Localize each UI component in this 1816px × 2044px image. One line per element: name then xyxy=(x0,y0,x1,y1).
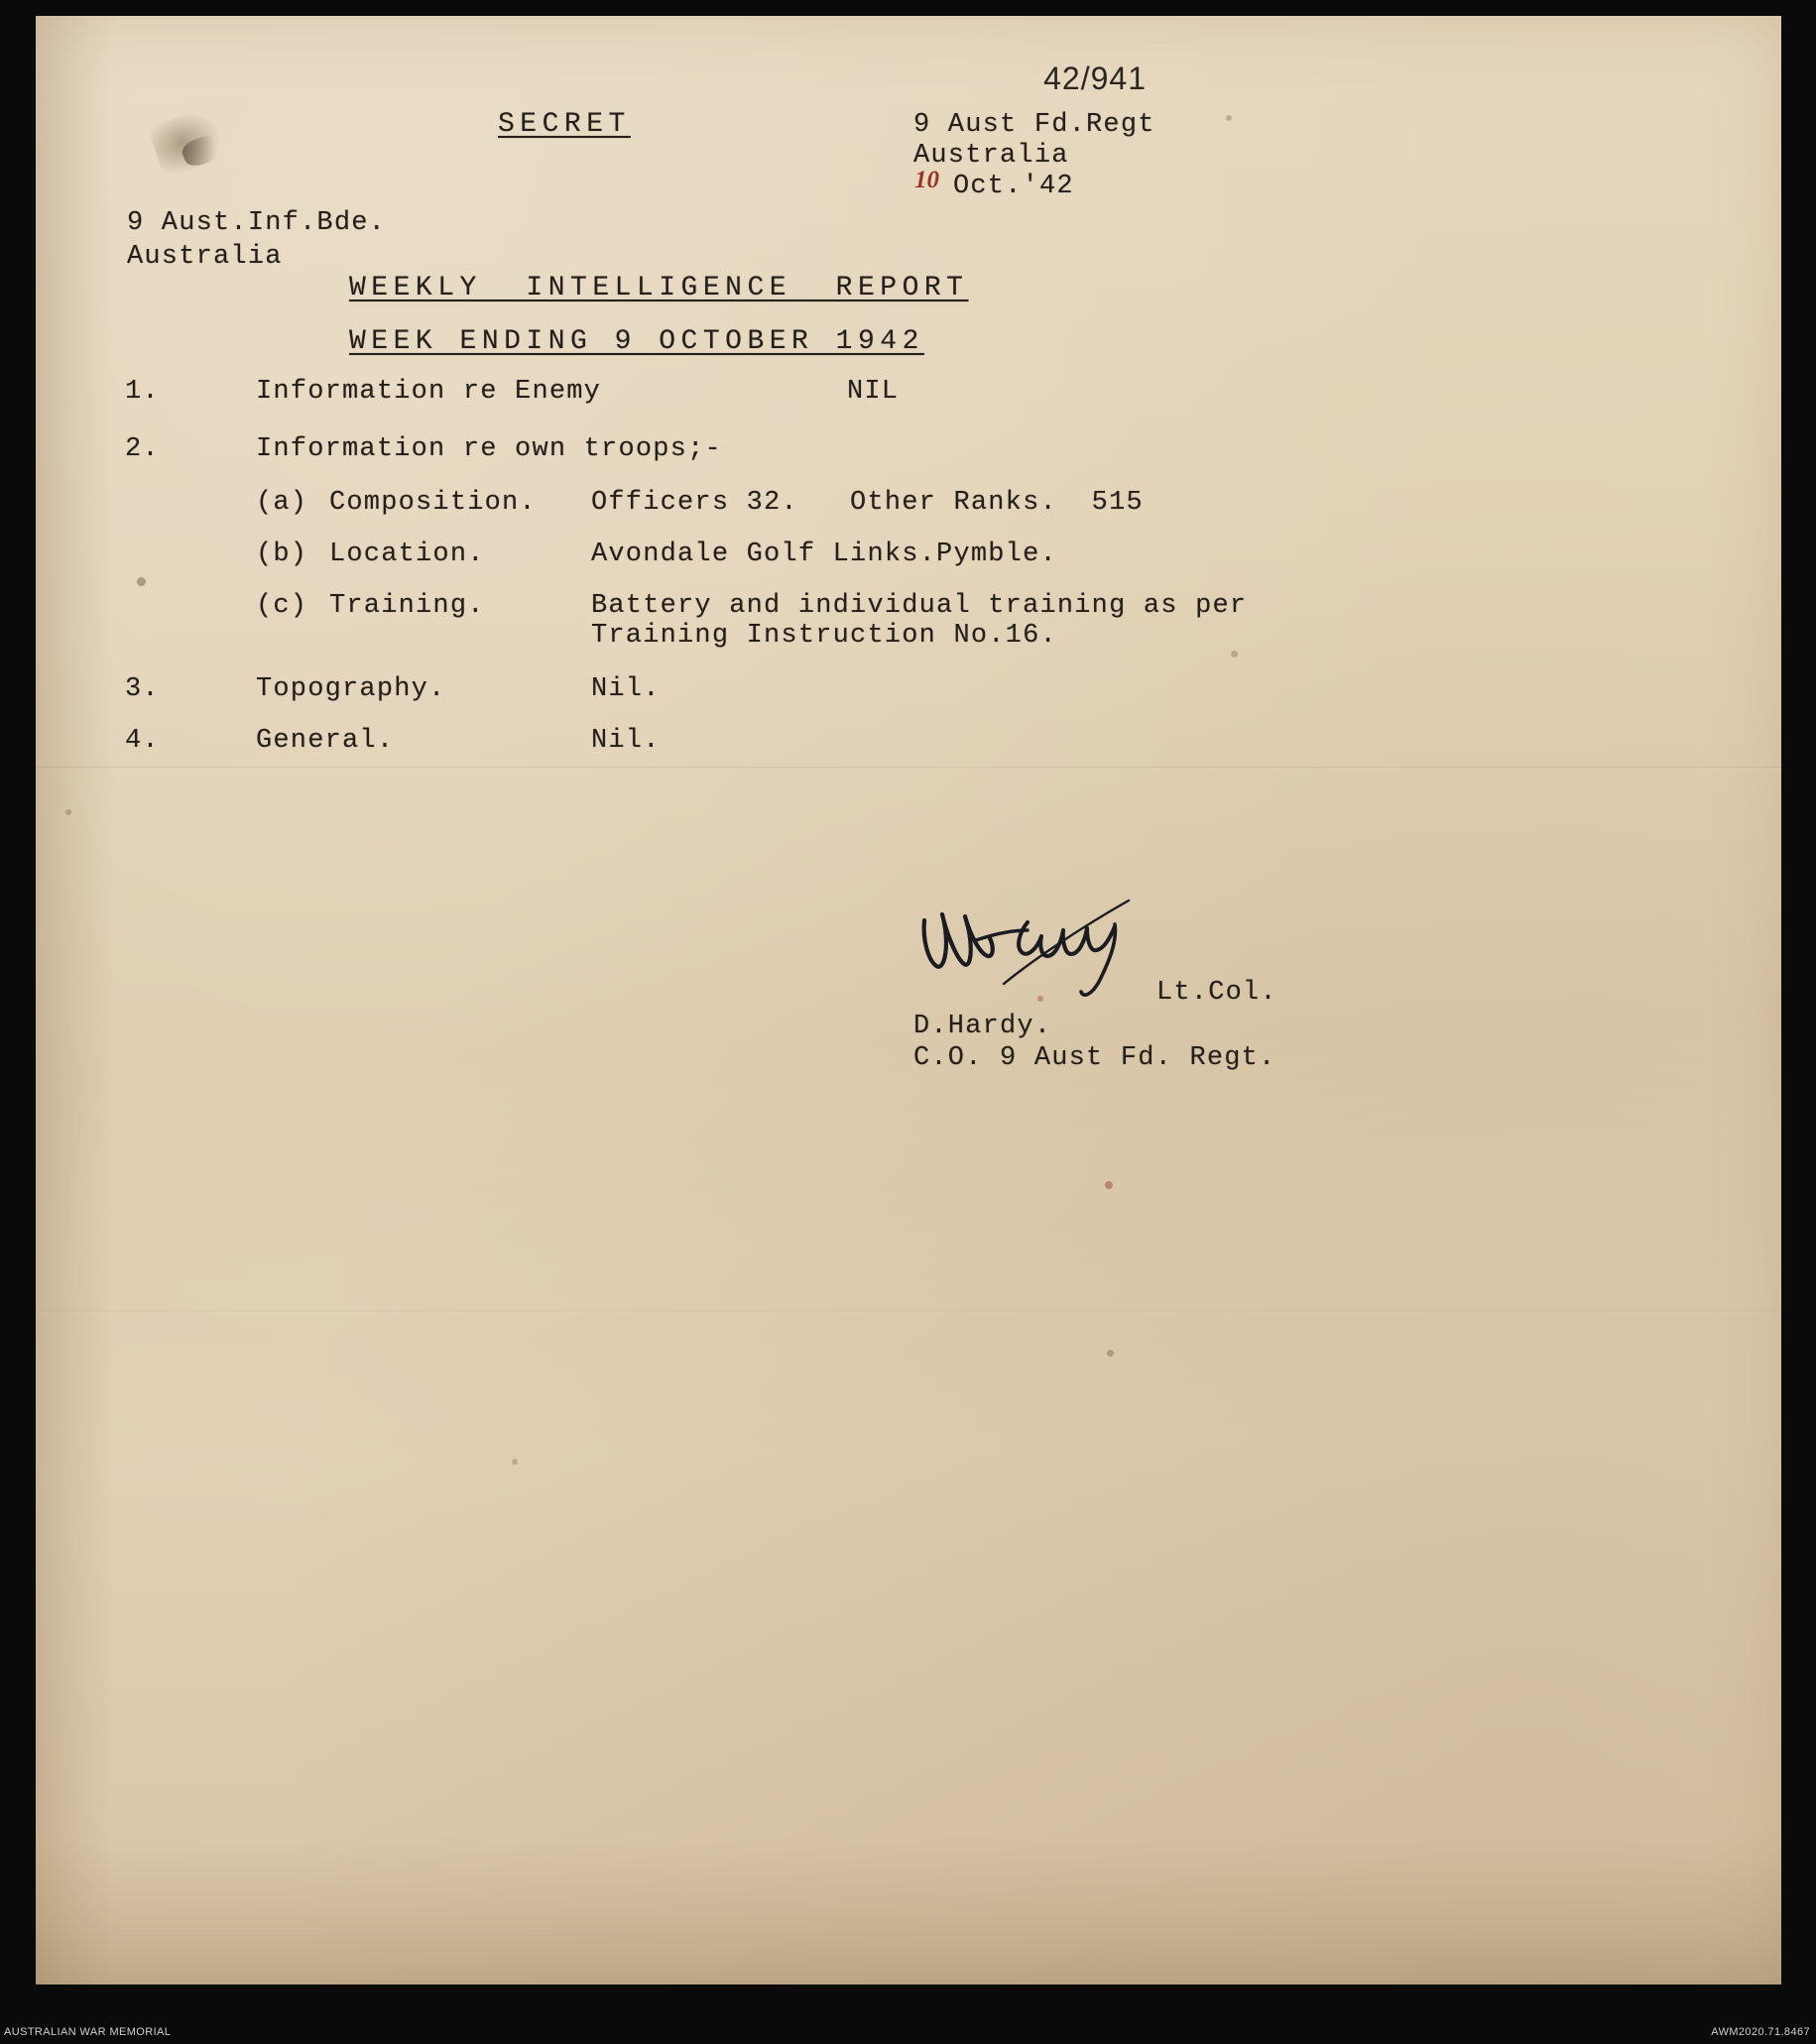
paper-edge-shading-bottom xyxy=(36,1836,1781,1984)
addressee-line-2: Australia xyxy=(127,242,283,272)
document-title: WEEKLY INTELLIGENCE REPORT xyxy=(349,273,969,303)
item-1-label: Information re Enemy xyxy=(256,377,602,407)
item-4-label: General. xyxy=(256,726,395,756)
originator-date: Oct.'42 xyxy=(953,172,1074,201)
item-2a-value: Officers 32. Other Ranks. 515 xyxy=(591,488,1144,518)
handwritten-signature xyxy=(916,889,1164,998)
item-3-label: Topography. xyxy=(256,674,446,704)
item-2c-value-line-2: Training Instruction No.16. xyxy=(591,621,1057,651)
item-2a-label: Composition. xyxy=(329,488,537,518)
document-subtitle: WEEK ENDING 9 OCTOBER 1942 xyxy=(349,326,924,357)
item-4-value: Nil. xyxy=(591,726,661,756)
signatory-name: D.Hardy. xyxy=(913,1012,1052,1041)
originator-country: Australia xyxy=(913,141,1069,171)
classification-marking: SECRET xyxy=(498,109,631,140)
paper-fold-line-secondary xyxy=(36,1310,1781,1313)
item-2b-label: Location. xyxy=(329,540,485,569)
item-2-number: 2. xyxy=(125,434,160,464)
foxing-speck xyxy=(512,1459,518,1465)
item-3-number: 3. xyxy=(125,674,160,704)
item-1-value: NIL xyxy=(847,377,900,407)
addressee-line-1: 9 Aust.Inf.Bde. xyxy=(127,208,387,238)
item-2c-label: Training. xyxy=(329,591,485,621)
archive-institution-credit: AUSTRALIAN WAR MEMORIAL xyxy=(4,2026,172,2038)
paper-edge-shading-left xyxy=(36,16,115,1984)
foxing-speck xyxy=(137,577,146,586)
document-page xyxy=(36,16,1781,1984)
item-2a-marker: (a) xyxy=(256,488,308,518)
item-1-number: 1. xyxy=(125,377,160,407)
foxing-speck xyxy=(1226,115,1232,121)
originator-unit: 9 Aust Fd.Regt xyxy=(913,110,1155,140)
item-2c-value-line-1: Battery and individual training as per xyxy=(591,591,1248,621)
item-3-value: Nil. xyxy=(591,674,661,704)
reference-number: 42/941 xyxy=(1043,60,1147,96)
paper-fold-line xyxy=(36,767,1781,770)
item-2-label: Information re own troops;- xyxy=(256,434,722,464)
paper-damage-tear xyxy=(148,106,231,182)
item-2b-marker: (b) xyxy=(256,540,308,569)
item-2b-value: Avondale Golf Links.Pymble. xyxy=(591,540,1057,569)
paper-damage-hole xyxy=(180,130,230,171)
foxing-speck xyxy=(1107,1350,1114,1357)
signatory-appointment: C.O. 9 Aust Fd. Regt. xyxy=(913,1043,1276,1073)
signatory-rank: Lt.Col. xyxy=(1156,978,1277,1008)
foxing-speck xyxy=(1231,651,1238,658)
item-4-number: 4. xyxy=(125,726,160,756)
foxing-speck xyxy=(65,809,71,815)
archive-accession-number: AWM2020.71.8467 xyxy=(1711,2026,1810,2038)
originator-date-day: 10 xyxy=(914,167,939,193)
foxing-speck xyxy=(1105,1181,1113,1189)
item-2c-marker: (c) xyxy=(256,591,308,621)
